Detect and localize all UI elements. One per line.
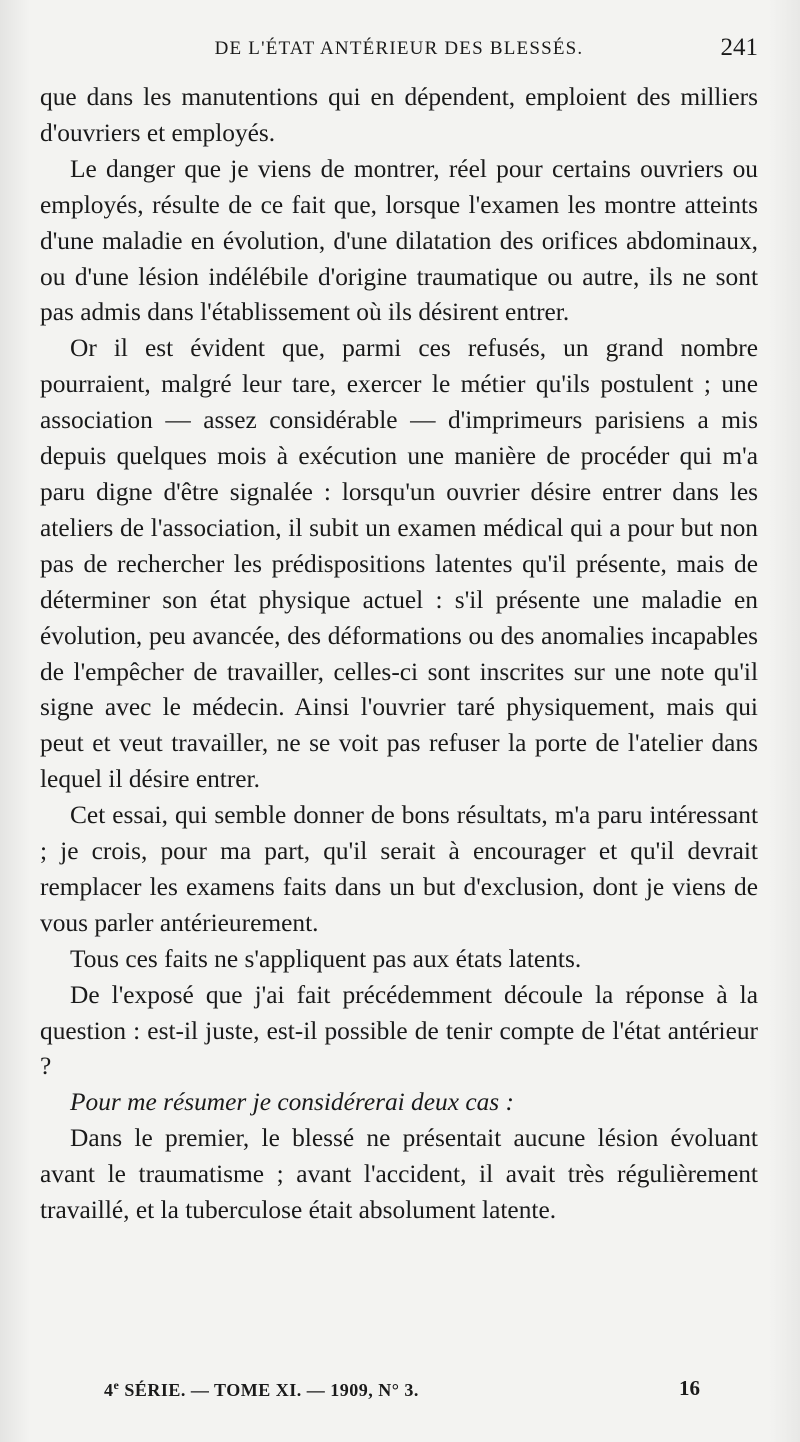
sheet-number: 16 <box>679 1376 700 1400</box>
paragraph: que dans les manutentions qui en dépendent, emploient des milliers d'ouvriers et employés. <box>40 83 758 147</box>
series-superscript: e <box>113 1378 120 1392</box>
paragraph: De l'exposé que j'ai fait précédemment découle la réponse à la question : est-il juste, est-il possible de tenir compte de l'état antérieur ? <box>40 980 758 1081</box>
printer-signature <box>104 1378 419 1401</box>
page-number: 241 <box>720 34 758 61</box>
paragraph: Le danger que je viens de montrer, réel pour certains ouvriers ou employés, résulte de ce fait que, lorsque l'examen les montre atteints d'une maladie en évolution, d'une dilatation des orifices abdominaux, ou d'une lésion indélébile d'origine traumatique ou autre, ils ne sont pas admis dans l'établissement où ils désirent entrer. <box>40 154 758 327</box>
paragraph-italic: Pour me résumer je considérerai deux cas : <box>70 1088 514 1117</box>
body-text <box>40 80 758 1229</box>
series-details: SÉRIE. — TOME XI. — 1909, N° 3. <box>119 1380 419 1400</box>
footer <box>104 1376 700 1406</box>
running-title: DE L'ÉTAT ANTÉRIEUR DES BLESSÉS. <box>214 38 584 59</box>
running-head <box>40 34 758 64</box>
paragraph: Tous ces faits ne s'appliquent pas aux états latents. <box>70 944 582 973</box>
series-number: 4 <box>104 1380 114 1400</box>
paragraph: Dans le premier, le blessé ne présentait aucune lésion évoluant avant le traumatisme ; avant l'accident, il avait très régulièrement travaillé, et la tuberculose était absolument latente. <box>40 1124 758 1225</box>
paragraph: Cet essai, qui semble donner de bons résultats, m'a paru intéressant ; je crois, pour ma part, qu'il serait à encourager et qu'il devrait remplacer les examens faits dans un but d'exclusion, dont je viens de vous parler antérieurement. <box>40 801 758 937</box>
paragraph: Or il est évident que, parmi ces refusés, un grand nombre pourraient, malgré leur tare, exercer le métier qu'ils postulent ; une association — assez considérable — d'imprimeurs parisiens a mis depuis quelques mois à exécution une manière de procéder qui m'a paru digne d'être signalée : lorsqu'un ouvrier désire entrer dans les ateliers de l'association, il subit un examen médical qui a pour but non pas de rechercher les prédispositions latentes qu'il présente, mais de déterminer son état physique actuel : s'il présente une maladie en évolution, peu avancée, des déformations ou des anomalies incapables de l'empêcher de travailler, celles-ci sont inscrites sur une note qu'il signe avec le médecin. Ainsi l'ouvrier taré physiquement, mais qui peut et veut travailler, ne se voit pas refuser la porte de l'atelier dans lequel il désire entrer. <box>40 334 758 794</box>
